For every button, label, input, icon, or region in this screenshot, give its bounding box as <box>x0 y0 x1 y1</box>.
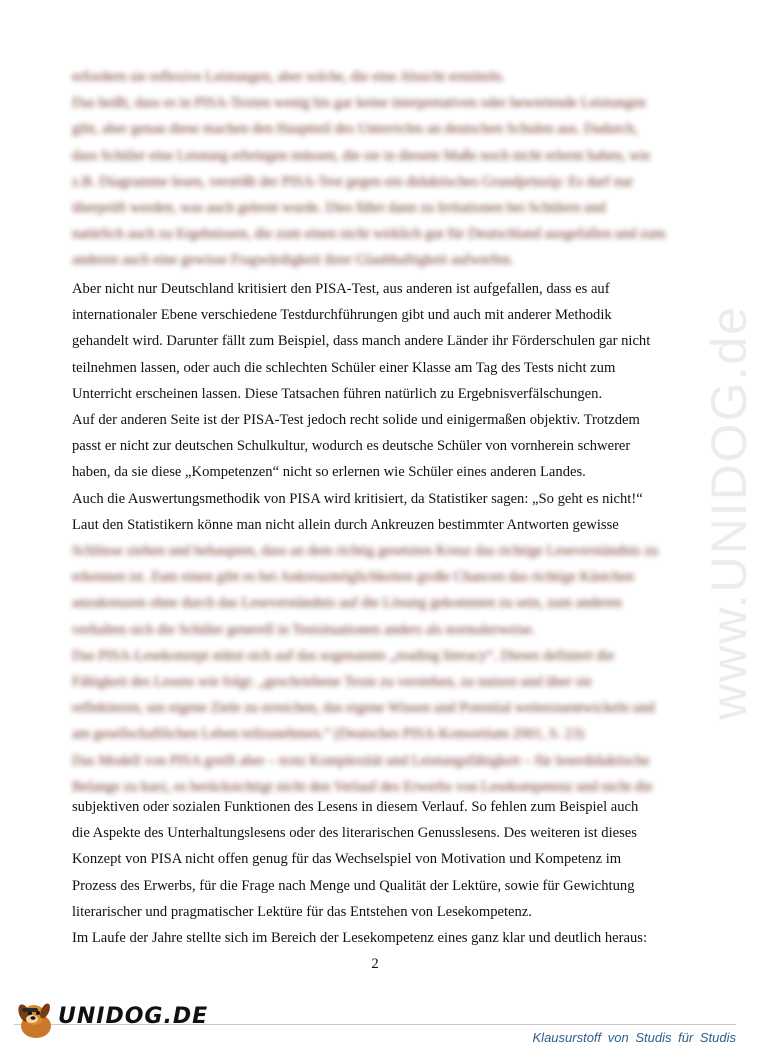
blurred-line: Schlüsse ziehen und behaupten, dass an dem richtig gesetzten Kreuz das richtige Leseverständnis zu <box>72 543 658 559</box>
text-line: Auch die Auswertungsmethodik von PISA wird kritisiert, da Statistiker sagen: „So geht es nicht!“ <box>72 490 643 507</box>
text-line: die Aspekte des Unterhaltungslesens oder des literarischen Genusslesens. Des weiteren ist dieses <box>72 825 637 842</box>
blurred-paragraph-middle <box>72 538 682 800</box>
text-line: Konzept von PISA nicht offen genug für das Wechselspiel von Motivation und Kompetenz im <box>72 851 622 868</box>
blurred-line: natürlich auch zu Ergebnissen, die zum einen nicht wirklich gut für Deutschland ausgefallen und zum <box>72 226 666 243</box>
dog-mascot-icon <box>14 998 58 1042</box>
blurred-line: anderen auch eine gewisse Fragwürdigkeit ihrer Glaubhaftigkeit aufwerfen. <box>72 252 514 269</box>
text-line: passt er nicht zur deutschen Schulkultur, wodurch es deutsche Schüler von vornherein schwerer <box>72 438 631 455</box>
blurred-line: anzukreuzen ohne durch das Leseverständnis auf die Lösung gekommen zu sein, zum anderen <box>72 595 622 612</box>
unidog-logo <box>14 998 209 1044</box>
body-paragraphs-middle <box>72 276 682 538</box>
blurred-line: verhalten sich die Schüler generell in Testsituationen anders als normalerweise. <box>72 621 536 638</box>
blurred-paragraph-top <box>72 64 682 274</box>
text-line: Aber nicht nur Deutschland kritisiert den PISA-Test, aus anderen ist aufgefallen, dass es auf <box>72 281 610 297</box>
blurred-line: Das PISA-Lesekonzept stützt sich auf das sogenannte „reading literacy“. Dieses definiert die <box>72 647 615 664</box>
blurred-line: gibt, aber genau diese machen den Hauptteil des Unterrichts an deutschen Schulen aus. Dadurch, <box>72 121 638 138</box>
blurred-line: Fähigkeit des Lesens wie folgt: „geschriebene Texte zu verstehen, zu nutzen und über sie <box>72 673 592 690</box>
text-line: haben, da sie diese „Kompetenzen“ nicht so erlernen wie Schüler eines anderen Landes. <box>72 464 586 481</box>
text-line: teilnehmen lassen, oder auch die schlechten Schüler einer Klasse am Tag des Tests nicht zum <box>72 359 616 376</box>
blurred-line: Das heißt, dass es in PISA-Texten wenig bis gar keine interpretativen oder bewertende Leistungen <box>72 95 646 112</box>
text-line: Prozess des Erwerbs, für die Frage nach Menge und Qualität der Lektüre, sowie für Gewichtung <box>72 877 635 894</box>
text-line: gehandelt wird. Darunter fällt zum Beispiel, dass manch andere Länder ihr Förderschulen gar nicht <box>72 333 651 350</box>
blurred-line: am gesellschaftlichen Leben teilzunehmen.“ (Deutsches PISA-Konsortium 2001, S. 23) <box>72 726 584 743</box>
watermark-text: www.UNIDOG.de <box>701 305 757 720</box>
logo-text: UNIDOG.DE <box>58 1004 209 1029</box>
page-number: 2 <box>371 956 379 972</box>
blurred-line: reflektieren, um eigene Ziele zu erreichen, das eigene Wissen und Potential weiterzuentwickeln und <box>72 700 655 717</box>
footer-tagline: Klausurstoff von Studis für Studis <box>532 1030 736 1045</box>
text-line: internationaler Ebene verschiedene Testdurchführungen gibt und auch mit anderer Methodik <box>72 307 612 324</box>
text-line: literarischer und pragmatischer Lektüre für das Entstehen von Lesekompetenz. <box>72 903 532 920</box>
blurred-line: dass Schüler eine Leistung erbringen müssen, die sie in diesem Maße noch nicht erlernt haben, wie <box>72 147 651 164</box>
text-line: Auf der anderen Seite ist der PISA-Test jedoch recht solide und einigermaßen objektiv. Trotzdem <box>72 411 640 428</box>
text-line: Laut den Statistikern könne man nicht allein durch Ankreuzen bestimmter Antworten gewisse <box>72 516 619 533</box>
blurred-line: erfordern sie reflexive Leistungen, aber solche, die eine Absicht ermitteln. <box>72 69 505 85</box>
blurred-line: erkennen ist. Zum einen gibt es bei Ankreuzmöglichkeiten große Chancen das richtige Kästchen <box>72 569 635 586</box>
blurred-line: z.B. Diagramme lesen, verstößt der PISA-Test gegen ein didaktisches Grundprinzip: Es darf nur <box>72 173 634 190</box>
text-line: Unterricht erscheinen lassen. Diese Tatsachen führen natürlich zu Ergebnisverfälschungen. <box>72 385 603 402</box>
body-paragraphs-bottom <box>72 794 682 951</box>
text-line: subjektiven oder sozialen Funktionen des Lesens in diesem Verlauf. So fehlen zum Beispiel auch <box>72 799 639 815</box>
text-line: Im Laufe der Jahre stellte sich im Bereich der Lesekompetenz eines ganz klar und deutlich heraus: <box>72 929 648 946</box>
blurred-line: Belange zu kurz, es berücksichtigt nicht den Verlauf des Erwerbs von Lesekompetenz und nicht die <box>72 778 653 795</box>
blurred-line: überprüft werden, was auch gelernt wurde. Dies führt dann zu Irritationen bei Schülern und <box>72 199 606 216</box>
blurred-line: Das Modell von PISA greift aber – trotz Komplexität und Leistungsfähigkeit – für leserdidaktische <box>72 752 650 769</box>
